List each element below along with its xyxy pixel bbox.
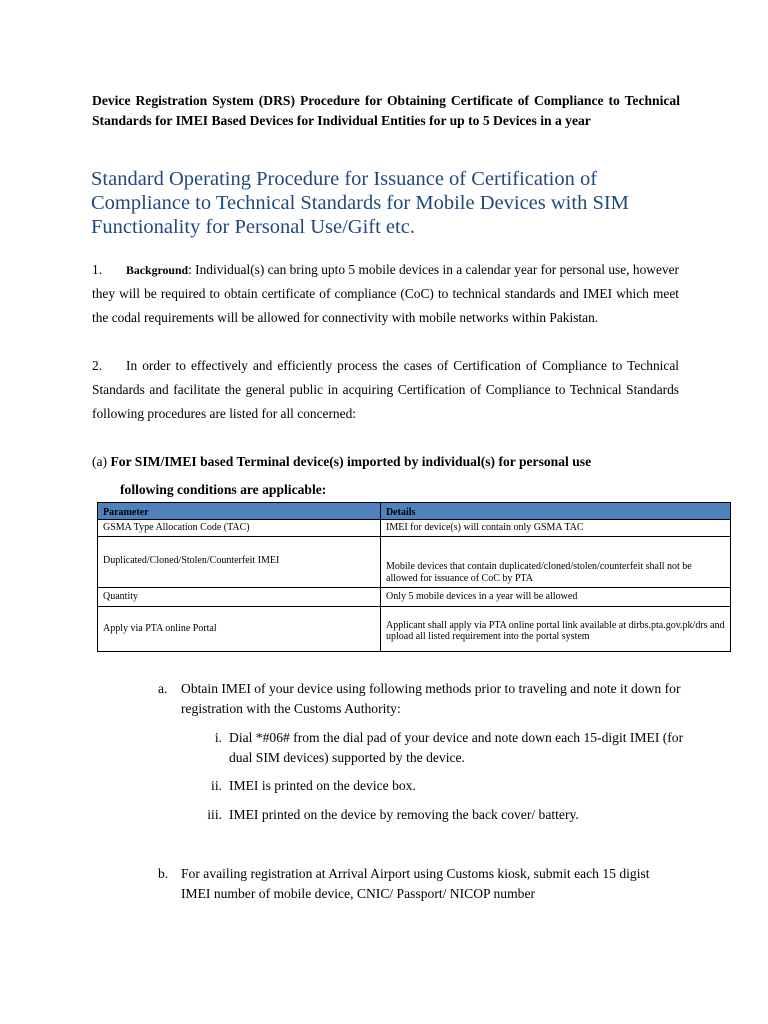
list-item-a-text: Obtain IMEI of your device using following methods prior to traveling and note it down for registration with the Customs Authority: bbox=[181, 681, 681, 716]
paragraph-background bbox=[92, 258, 679, 330]
table-header-details: Details bbox=[381, 503, 731, 520]
document-title: Device Registration System (DRS) Procedure for Obtaining Certificate of Compliance to Technical Standards for IMEI Based Devices for Individual Entities for up to 5 Devices in a year bbox=[92, 93, 680, 128]
list-marker-a: a. bbox=[158, 681, 168, 696]
condition-line-1: For SIM/IMEI based Terminal device(s) imported by individual(s) for personal use bbox=[110, 454, 592, 469]
table-cell: Apply via PTA online Portal bbox=[98, 607, 381, 652]
table-row bbox=[98, 537, 731, 588]
subitem-marker: iii. bbox=[207, 807, 222, 822]
parameters-table bbox=[97, 502, 731, 652]
table-cell: GSMA Type Allocation Code (TAC) bbox=[98, 520, 381, 537]
table-row bbox=[98, 607, 731, 652]
sop-heading: Standard Operating Procedure for Issuance of Certification of Compliance to Technical Standards for Mobile Devices with SIM Functionality for Personal Use/Gift etc. bbox=[91, 168, 629, 238]
list-item-b-text: For availing registration at Arrival Airport using Customs kiosk, submit each 15 digist IMEI number of mobile device, CNIC/ Passport/ NICOP number bbox=[181, 866, 650, 901]
table-cell: Mobile devices that contain duplicated/cloned/stolen/counterfeit shall not be allowed for issuance of CoC by PTA bbox=[381, 537, 731, 588]
table-header-parameter: Parameter bbox=[98, 503, 381, 520]
subitem-text: IMEI printed on the device by removing the back cover/ battery. bbox=[229, 807, 579, 822]
subitem-text: Dial *#06# from the dial pad of your device and note down each 15-digit IMEI (for dual SIM devices) supported by the device. bbox=[229, 730, 684, 765]
subitem-marker: ii. bbox=[211, 778, 222, 793]
paragraph-number: 2. bbox=[92, 358, 103, 373]
subitem-marker: i. bbox=[214, 730, 222, 745]
table-cell: Duplicated/Cloned/Stolen/Counterfeit IMEI bbox=[98, 537, 381, 588]
table-row bbox=[98, 520, 731, 537]
table-cell: Quantity bbox=[98, 588, 381, 607]
background-text: : Individual(s) can bring upto 5 mobile devices in a calendar year for personal use, however they will be required to obtain certificate of compliance (CoC) to technical standards and IMEI which meet the codal requirements will be allowed for connectivity with mobile networks within Pakistan. bbox=[92, 262, 679, 325]
condition-line-2: following conditions are applicable: bbox=[120, 482, 327, 497]
table-cell: IMEI for device(s) will contain only GSMA TAC bbox=[381, 520, 731, 537]
background-label: Background bbox=[126, 263, 189, 277]
table-row bbox=[98, 588, 731, 607]
table-cell: Only 5 mobile devices in a year will be allowed bbox=[381, 588, 731, 607]
paragraph-procedure bbox=[92, 354, 679, 426]
paragraph-number: 1. bbox=[92, 262, 103, 277]
table-header-row bbox=[98, 503, 731, 520]
condition-item-a bbox=[92, 448, 679, 504]
subitem-text: IMEI is printed on the device box. bbox=[229, 778, 416, 793]
list-marker-b: b. bbox=[158, 866, 169, 881]
condition-marker: (a) bbox=[92, 454, 108, 469]
procedure-text: In order to effectively and efficiently process the cases of Certification of Compliance to Technical Standards and facilitate the general public in acquiring Certification of Compliance to Technical Standards following procedures are listed for all concerned: bbox=[92, 358, 679, 421]
table-cell: Applicant shall apply via PTA online portal link available at dirbs.pta.gov.pk/drs and upload all listed requirement into the portal system bbox=[381, 607, 731, 652]
